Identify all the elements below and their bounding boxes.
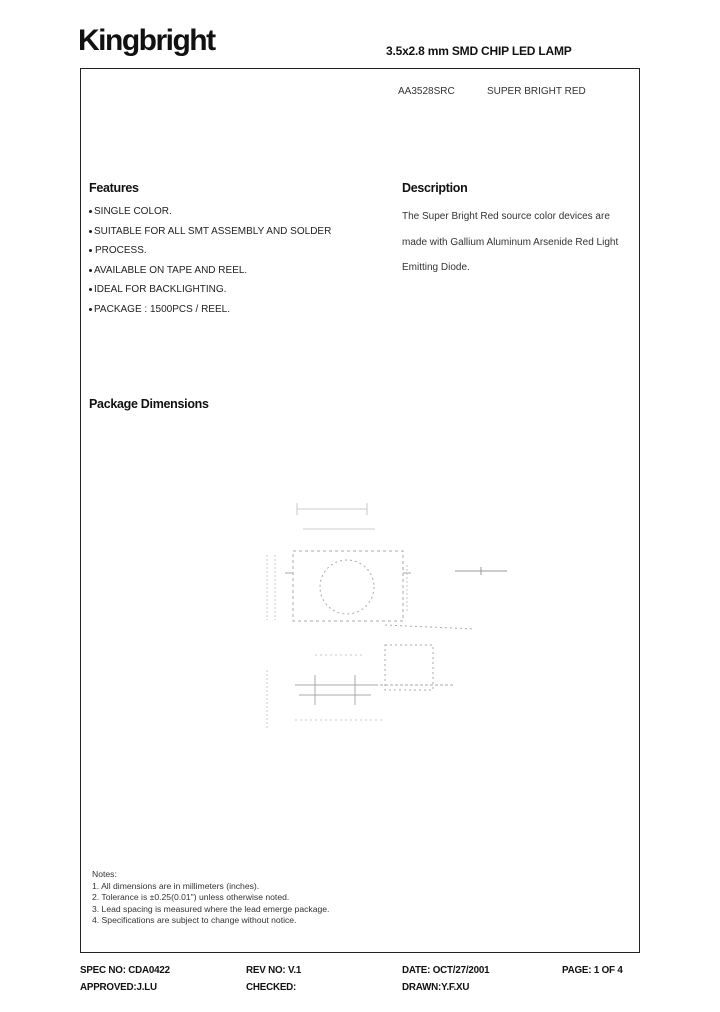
note-item: 4. Specifications are subject to change without notice. [92,915,297,926]
footer-approved: APPROVED:J.LU [80,982,157,993]
led-top-view [285,551,411,621]
feature-item: SUITABLE FOR ALL SMT ASSEMBLY AND SOLDER [89,222,379,242]
feature-item: PACKAGE : 1500PCS / REEL. [89,300,379,320]
document-title: 3.5x2.8 mm SMD CHIP LED LAMP [386,44,572,58]
side-dimension-marks [267,555,407,620]
package-dimensions-drawing [255,495,515,740]
footer-rev-no: REV NO: V.1 [246,965,302,976]
description-line: Emitting Diode. [402,262,470,273]
description-heading: Description [402,181,468,195]
footer-date: DATE: OCT/27/2001 [402,965,490,976]
feature-item: SINGLE COLOR. [89,202,379,222]
notes-heading: Notes: [92,869,117,879]
footer-spec-no: SPEC NO: CDA0422 [80,965,170,976]
dimension-ticks-bottom [267,655,385,730]
feature-item: IDEAL FOR BACKLIGHTING. [89,280,379,300]
polarity-mark [455,567,507,575]
part-description: SUPER BRIGHT RED [487,86,586,97]
part-number: AA3528SRC [398,86,455,97]
footer-checked: CHECKED: [246,982,297,993]
feature-item-continuation: PROCESS. [89,241,379,261]
company-logo: Kingbright [78,24,215,57]
note-item: 2. Tolerance is ±0.25(0.01") unless otherwise noted. [92,892,290,903]
led-side-view [295,625,475,705]
notes [92,869,329,927]
note-item: 3. Lead spacing is measured where the lead emerge package. [92,903,330,914]
description-line: made with Gallium Aluminum Arsenide Red Light [402,236,619,248]
features-list [89,202,379,319]
footer-page: PAGE: 1 OF 4 [562,965,623,976]
description-text [402,204,634,281]
features-heading: Features [89,181,139,195]
dimension-lines-top [297,503,375,529]
note-item: 1. All dimensions are in millimeters (inches). [92,880,260,891]
description-line: The Super Bright Red source color devices are [402,211,610,222]
feature-item: AVAILABLE ON TAPE AND REEL. [89,261,379,281]
package-dimensions-heading: Package Dimensions [89,397,209,411]
footer-drawn: DRAWN:Y.F.XU [402,982,470,993]
